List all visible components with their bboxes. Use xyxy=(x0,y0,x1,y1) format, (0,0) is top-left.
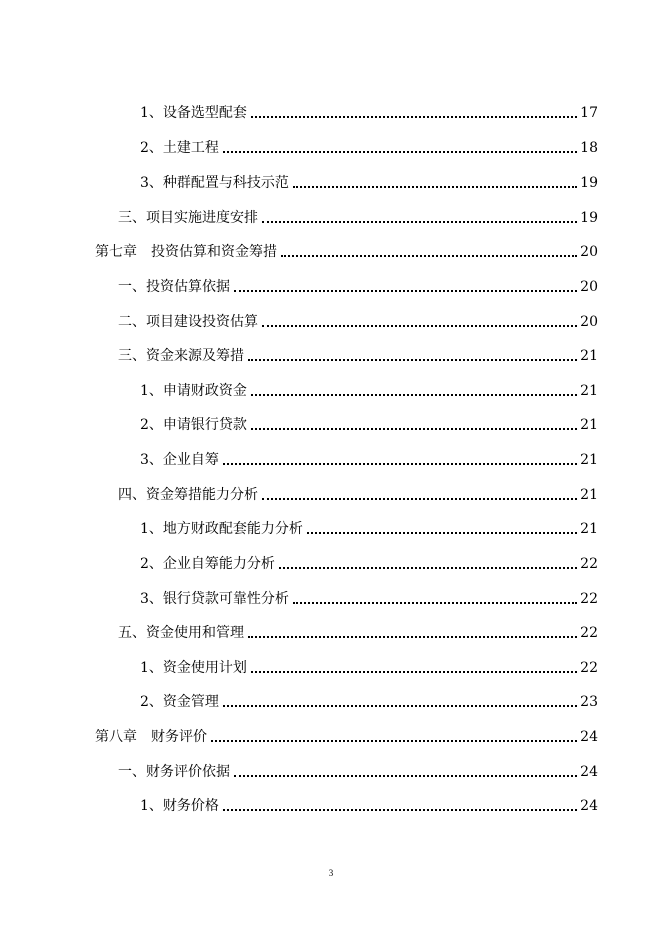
toc-dot-leader xyxy=(279,567,577,569)
toc-entry-title: 1、设备选型配套 xyxy=(140,105,247,121)
toc-entry-title: 1、申请财政资金 xyxy=(140,383,247,399)
toc-dot-leader xyxy=(251,116,577,118)
toc-dot-leader xyxy=(262,221,577,223)
toc-entry-title: 1、地方财政配套能力分析 xyxy=(140,521,303,537)
toc-entry-page: 21 xyxy=(580,348,598,364)
toc-dot-leader xyxy=(251,428,577,430)
toc-dot-leader xyxy=(211,740,577,742)
toc-entry-page: 24 xyxy=(580,764,598,780)
toc-dot-leader xyxy=(223,151,577,153)
toc-entry-title: 第七章 投资估算和资金筹措 xyxy=(95,244,277,260)
toc-entry[interactable] xyxy=(0,447,598,469)
toc-entry[interactable] xyxy=(0,135,598,157)
toc-entry-title: 二、项目建设投资估算 xyxy=(118,314,258,330)
toc-entry-title: 3、种群配置与科技示范 xyxy=(140,175,289,191)
toc-entry-page: 21 xyxy=(580,487,598,503)
toc-entry-page: 23 xyxy=(580,694,598,710)
toc-entry-page: 17 xyxy=(580,105,598,121)
toc-dot-leader xyxy=(307,532,577,534)
toc-entry-page: 20 xyxy=(580,244,598,260)
toc-entry-page: 24 xyxy=(580,798,598,814)
toc-entry-title: 三、资金来源及筹措 xyxy=(118,348,244,364)
toc-entry[interactable] xyxy=(0,239,598,261)
toc-entry-page: 22 xyxy=(580,660,598,676)
toc-dot-leader xyxy=(234,290,577,292)
toc-entry-page: 22 xyxy=(580,625,598,641)
toc-dot-leader xyxy=(251,671,577,673)
toc-entry[interactable] xyxy=(0,655,598,677)
toc-entry-page: 20 xyxy=(580,279,598,295)
toc-entry[interactable] xyxy=(0,378,598,400)
toc-entry-title: 三、项目实施进度安排 xyxy=(118,210,258,226)
toc-entry-title: 2、土建工程 xyxy=(140,140,219,156)
toc-dot-leader xyxy=(248,636,577,638)
toc-entry-page: 19 xyxy=(580,175,598,191)
toc-dot-leader xyxy=(262,325,577,327)
toc-entry-title: 一、财务评价依据 xyxy=(118,764,230,780)
toc-entry[interactable] xyxy=(0,100,598,122)
toc-entry[interactable] xyxy=(0,412,598,434)
toc-entry-title: 一、投资估算依据 xyxy=(118,279,230,295)
toc-entry-title: 五、资金使用和管理 xyxy=(118,625,244,641)
toc-entry[interactable] xyxy=(0,724,598,746)
toc-entry-page: 20 xyxy=(580,314,598,330)
toc-dot-leader xyxy=(223,809,577,811)
toc-entry-page: 21 xyxy=(580,521,598,537)
toc-entry-page: 22 xyxy=(580,591,598,607)
toc-entry-title: 2、企业自筹能力分析 xyxy=(140,556,275,572)
toc-dot-leader xyxy=(223,463,577,465)
toc-entry[interactable] xyxy=(0,620,598,642)
toc-entry[interactable] xyxy=(0,689,598,711)
toc-entry[interactable] xyxy=(0,793,598,815)
toc-entry-page: 21 xyxy=(580,452,598,468)
toc-entry-title: 第八章 财务评价 xyxy=(95,729,207,745)
toc-entry[interactable] xyxy=(0,759,598,781)
toc-entry-page: 18 xyxy=(580,140,598,156)
toc-entry-page: 24 xyxy=(580,729,598,745)
toc-dot-leader xyxy=(248,359,577,361)
toc-entry-page: 21 xyxy=(580,417,598,433)
toc-entry[interactable] xyxy=(0,551,598,573)
toc-dot-leader xyxy=(251,394,577,396)
toc-entry-title: 2、申请银行贷款 xyxy=(140,417,247,433)
toc-entry[interactable] xyxy=(0,343,598,365)
toc-entry-title: 1、资金使用计划 xyxy=(140,660,247,676)
toc-entry-title: 3、银行贷款可靠性分析 xyxy=(140,591,289,607)
toc-entry-page: 21 xyxy=(580,383,598,399)
toc-entry-title: 1、财务价格 xyxy=(140,798,219,814)
toc-entry-title: 2、资金管理 xyxy=(140,694,219,710)
toc-dot-leader xyxy=(293,186,577,188)
toc-entry[interactable] xyxy=(0,586,598,608)
toc-dot-leader xyxy=(293,602,577,604)
toc-entry[interactable] xyxy=(0,516,598,538)
toc-dot-leader xyxy=(234,775,577,777)
toc-entry-page: 22 xyxy=(580,556,598,572)
toc-entry-title: 3、企业自筹 xyxy=(140,452,219,468)
toc-entry-title: 四、资金筹措能力分析 xyxy=(118,487,258,503)
page-number: 3 xyxy=(328,868,334,878)
toc-entry[interactable] xyxy=(0,274,598,296)
toc-entry[interactable] xyxy=(0,170,598,192)
toc-entry[interactable] xyxy=(0,309,598,331)
toc-entry[interactable] xyxy=(0,482,598,504)
toc-entry-page: 19 xyxy=(580,210,598,226)
toc-dot-leader xyxy=(281,255,577,257)
toc-dot-leader xyxy=(223,705,577,707)
toc-entry[interactable] xyxy=(0,205,598,227)
toc-dot-leader xyxy=(262,498,577,500)
